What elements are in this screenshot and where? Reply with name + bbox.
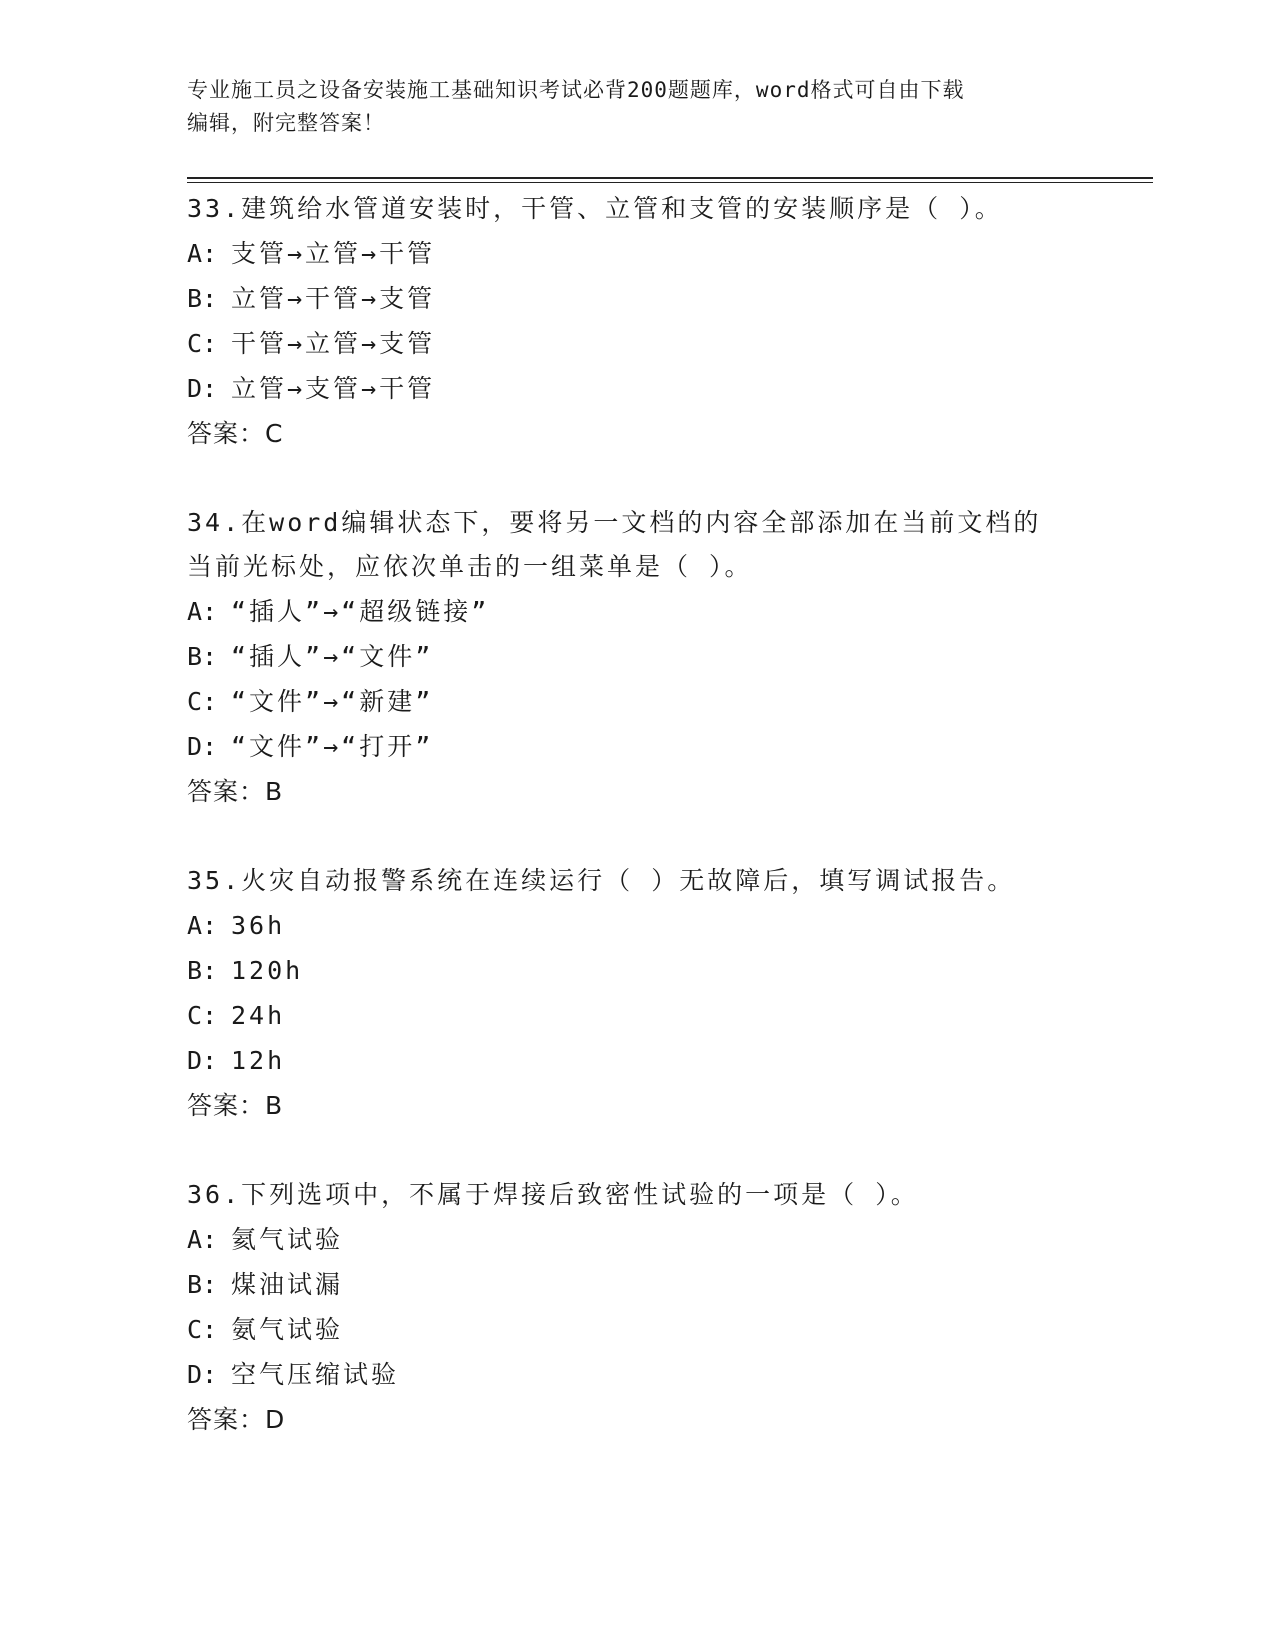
option-letter: B:: [187, 284, 218, 313]
option-text: “插人”→“超级链接”: [231, 597, 490, 626]
option-text: 24h: [231, 1001, 286, 1030]
option-c: [187, 1307, 1147, 1352]
option-letter: A:: [187, 1225, 218, 1254]
option-b: [187, 276, 1147, 321]
option-text: “文件”→“打开”: [231, 732, 434, 761]
option-b: [187, 1262, 1147, 1307]
option-letter: C:: [187, 1001, 218, 1030]
option-b: [187, 948, 1147, 993]
option-letter: D:: [187, 1360, 218, 1389]
option-letter: C:: [187, 329, 218, 358]
document-header: [187, 74, 1067, 140]
option-c: [187, 993, 1147, 1038]
question-text: 33.建筑给水管道安装时，干管、立管和支管的安装顺序是（ ）。: [187, 194, 1003, 223]
header-line-1: 专业施工员之设备安装施工基础知识考试必背200题题库，word格式可自由下载: [187, 78, 965, 102]
option-text: 氦气试验: [231, 1225, 344, 1254]
answer-line: 答案：C: [187, 419, 284, 448]
option-letter: A:: [187, 911, 218, 940]
header-line-2: 编辑，附完整答案！: [187, 111, 385, 135]
question-text: 36.下列选项中，不属于焊接后致密性试验的一项是（ ）。: [187, 1180, 919, 1209]
option-a: [187, 231, 1147, 276]
option-text: 12h: [231, 1046, 286, 1075]
option-letter: B:: [187, 642, 218, 671]
option-c: [187, 321, 1147, 366]
option-text: 立管→干管→支管: [231, 284, 436, 313]
question-34: [187, 501, 1147, 815]
option-letter: B:: [187, 956, 218, 985]
option-text: 立管→支管→干管: [231, 374, 436, 403]
option-a: [187, 589, 1147, 634]
option-letter: C:: [187, 687, 218, 716]
question-36: [187, 1173, 1147, 1443]
question-text: 35.火灾自动报警系统在连续运行（ ）无故障后，填写调试报告。: [187, 866, 1016, 895]
option-letter: D:: [187, 732, 218, 761]
option-text: 煤油试漏: [231, 1270, 344, 1299]
option-d: [187, 366, 1147, 411]
header-divider-thick: [187, 177, 1153, 179]
answer-line: 答案：B: [187, 777, 284, 806]
option-letter: B:: [187, 1270, 218, 1299]
question-35: [187, 859, 1147, 1129]
question-text: 34.在word编辑状态下，要将另一文档的内容全部添加在当前文档的: [187, 508, 1042, 537]
option-c: [187, 679, 1147, 724]
option-text: 氨气试验: [231, 1315, 344, 1344]
option-letter: C:: [187, 1315, 218, 1344]
option-text: 支管→立管→干管: [231, 239, 436, 268]
option-a: [187, 903, 1147, 948]
question-text-continued: 当前光标处，应依次单击的一组菜单是（ ）。: [187, 552, 753, 581]
option-b: [187, 634, 1147, 679]
option-text: “插人”→“文件”: [231, 642, 434, 671]
option-letter: D:: [187, 374, 218, 403]
option-text: 36h: [231, 911, 286, 940]
question-list: [187, 187, 1147, 1487]
option-d: [187, 1352, 1147, 1397]
option-text: “文件”→“新建”: [231, 687, 434, 716]
option-letter: A:: [187, 239, 218, 268]
option-letter: A:: [187, 597, 218, 626]
option-d: [187, 1038, 1147, 1083]
header-divider-thin: [187, 182, 1153, 183]
option-text: 干管→立管→支管: [231, 329, 436, 358]
option-d: [187, 724, 1147, 769]
answer-line: 答案：B: [187, 1091, 284, 1120]
answer-line: 答案：D: [187, 1405, 286, 1434]
option-text: 空气压缩试验: [231, 1360, 400, 1389]
option-a: [187, 1217, 1147, 1262]
question-33: [187, 187, 1147, 457]
option-letter: D:: [187, 1046, 218, 1075]
option-text: 120h: [231, 956, 304, 985]
